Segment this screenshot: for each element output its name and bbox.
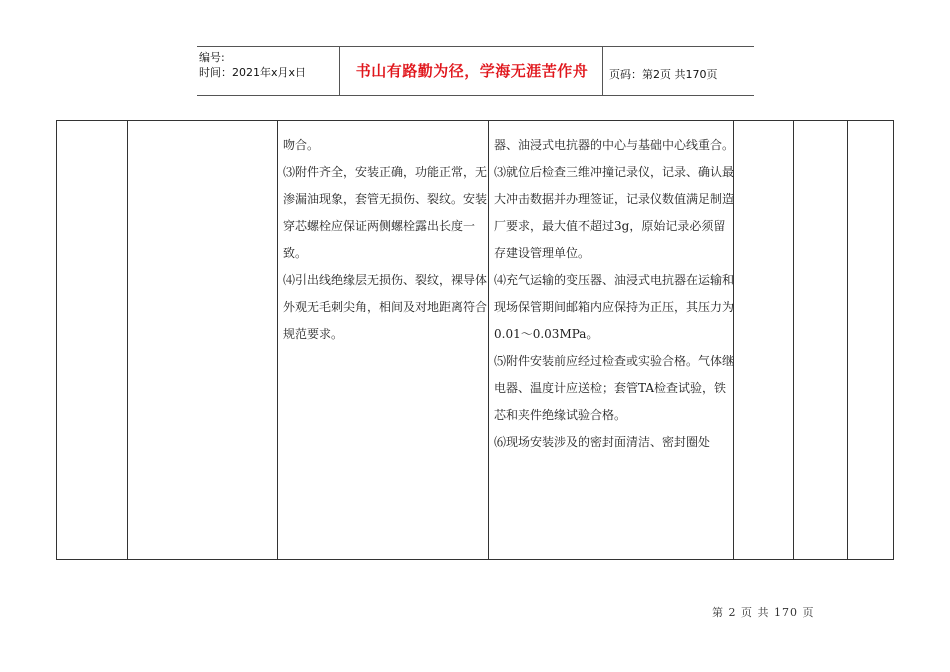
document-date: 时间：2021年x月x日 <box>199 66 307 79</box>
inspection-paragraph: ⑹现场安装涉及的密封面清洁、密封圈处 <box>494 435 711 449</box>
header-divider <box>339 46 340 96</box>
header-motto: 书山有路勤为径，学海无涯苦作舟 <box>355 62 589 80</box>
requirement-paragraph: ⑶附件齐全，安装正确，功能正常，无渗漏油现象，套管无损伤、裂纹。安装穿芯螺栓应保证两侧螺栓露出长度一致。 <box>283 165 488 260</box>
table-column-border <box>488 120 489 560</box>
page-footer: 第 2 页 共 170 页 <box>712 606 815 619</box>
inspection-paragraph: ⑷充气运输的变压器、油浸式电抗器在运输和现场保管期间邮箱内应保持为正压，其压力为0.01～0.03MPa。 <box>494 273 735 341</box>
header-top-rule <box>197 46 754 47</box>
requirement-paragraph: ⑷引出线绝缘层无损伤、裂纹，裸导体外观无毛刺尖角，相间及对地距离符合规范要求。 <box>283 273 488 341</box>
table-column-border <box>56 120 57 560</box>
inspection-paragraph: 器、油浸式电抗器的中心与基础中心线重合。 <box>494 138 735 152</box>
table-column-border <box>847 120 848 560</box>
header-meta <box>199 50 306 80</box>
content-table <box>56 120 894 560</box>
page-header <box>197 46 754 96</box>
table-column-border <box>127 120 128 560</box>
table-column-border <box>277 120 278 560</box>
inspection-paragraph: ⑸附件安装前应经过检查或实验合格。气体继电器、温度计应送检；套管TA检查试验，铁芯和夹件绝缘试验合格。 <box>494 354 735 422</box>
document-number-label: 编号: <box>199 51 225 64</box>
header-page-code: 页码：第2页 共170页 <box>609 68 718 81</box>
requirements-cell <box>283 132 488 348</box>
header-bottom-rule <box>197 95 754 96</box>
table-column-border <box>793 120 794 560</box>
table-top-border <box>56 120 894 121</box>
header-divider <box>602 46 603 96</box>
inspection-cell <box>494 132 734 456</box>
table-bottom-border <box>56 559 894 560</box>
table-column-border <box>893 120 894 560</box>
requirement-paragraph: 吻合。 <box>283 138 320 152</box>
inspection-paragraph: ⑶就位后检查三维冲撞记录仪，记录、确认最大冲击数据并办理签证，记录仪数值满足制造厂要求，最大值不超过3g，原始记录必须留存建设管理单位。 <box>494 165 735 260</box>
